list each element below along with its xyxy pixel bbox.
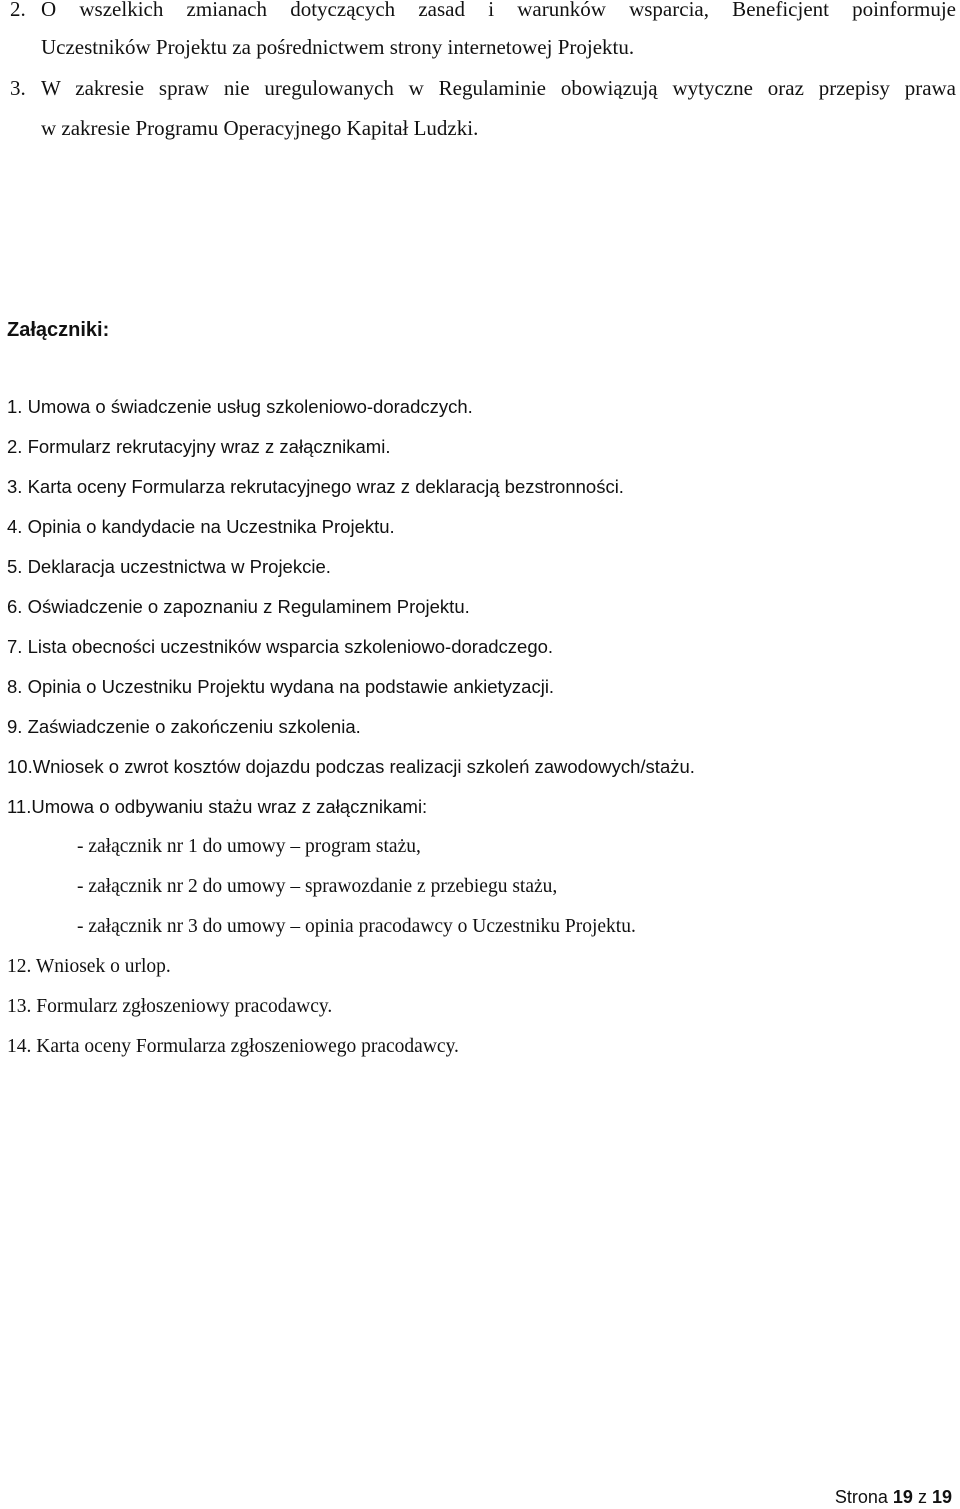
- attachment-item: 7. Lista obecności uczestników wsparcia szkoleniowo-doradczego.: [7, 636, 554, 657]
- attachment-item: 14. Karta oceny Formularza zgłoszeniowego pracodawcy.: [7, 1036, 459, 1057]
- point-number: 2.: [10, 0, 26, 21]
- attachment-item: 11.Umowa o odbywaniu stażu wraz z załącznikami:: [7, 796, 428, 817]
- attachment-item: 12. Wniosek o urlop.: [7, 956, 171, 977]
- attachment-sub-item: - załącznik nr 2 do umowy – sprawozdanie z przebiegu stażu,: [77, 876, 558, 897]
- page-number-separator: z: [917, 1487, 927, 1507]
- point-text-continued: w zakresie Programu Operacyjnego Kapitał Ludzki.: [41, 116, 479, 140]
- page-number-total: 19: [931, 1487, 952, 1507]
- attachments-heading: Załączniki:: [7, 319, 110, 341]
- attachment-sub-item: - załącznik nr 1 do umowy – program stażu,: [77, 836, 421, 857]
- attachment-item: 9. Zaświadczenie o zakończeniu szkolenia.: [7, 716, 361, 737]
- page-number-prefix: Strona: [834, 1487, 888, 1507]
- attachment-item: 5. Deklaracja uczestnictwa w Projekcie.: [7, 556, 331, 577]
- attachment-item: 13. Formularz zgłoszeniowy pracodawcy.: [7, 996, 333, 1017]
- attachment-item: 10.Wniosek o zwrot kosztów dojazdu podczas realizacji szkoleń zawodowych/stażu.: [7, 756, 695, 777]
- point-text: W zakresie spraw nie uregulowanych w Regulaminie obowiązują wytyczne oraz przepisy prawa: [41, 76, 956, 100]
- attachment-sub-item: - załącznik nr 3 do umowy – opinia pracodawcy o Uczestniku Projektu.: [77, 916, 636, 937]
- page-number-current: 19: [892, 1487, 913, 1507]
- attachment-item: 1. Umowa o świadczenie usług szkoleniowo-doradczych.: [7, 396, 473, 417]
- attachment-item: 6. Oświadczenie o zapoznaniu z Regulaminem Projektu.: [7, 596, 470, 617]
- attachment-item: 8. Opinia o Uczestniku Projektu wydana na podstawie ankietyzacji.: [7, 676, 555, 697]
- page-number: [835, 1486, 952, 1508]
- attachment-item: 2. Formularz rekrutacyjny wraz z załącznikami.: [7, 436, 391, 457]
- point-text: O wszelkich zmianach dotyczących zasad i warunków wsparcia, Beneficjent poinformuje: [41, 0, 956, 21]
- attachment-item: 4. Opinia o kandydacie na Uczestnika Projektu.: [7, 516, 395, 537]
- point-number: 3.: [10, 76, 26, 100]
- point-text-continued: Uczestników Projektu za pośrednictwem strony internetowej Projektu.: [41, 35, 635, 59]
- attachment-item: 3. Karta oceny Formularza rekrutacyjnego wraz z deklaracją bezstronności.: [7, 476, 624, 497]
